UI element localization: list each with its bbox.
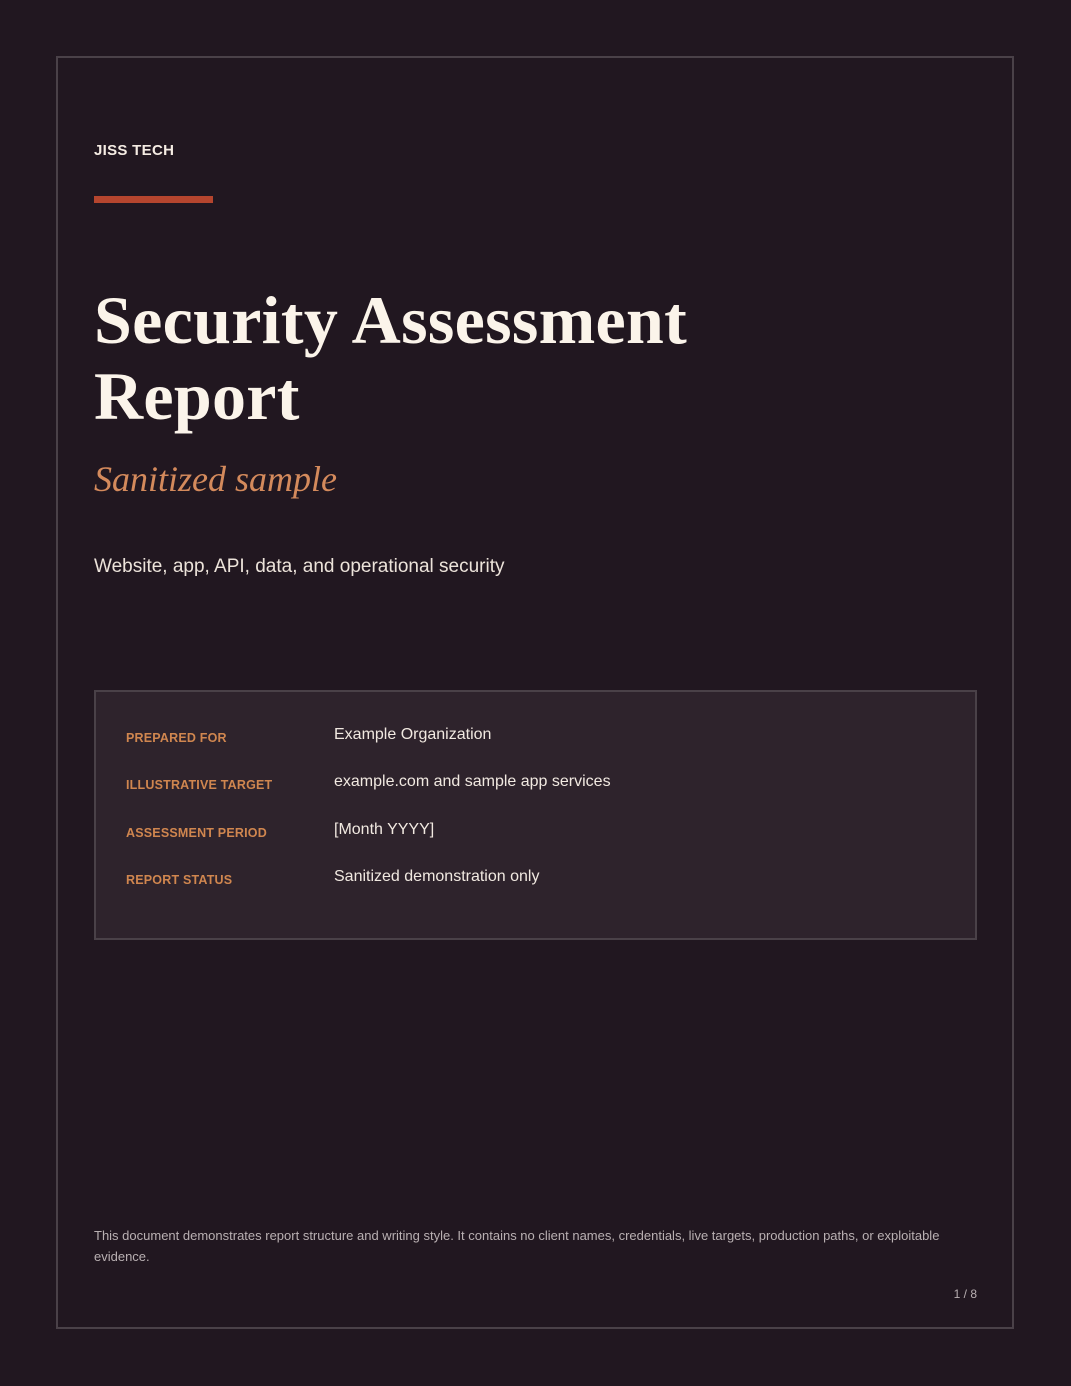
details-value: Sanitized demonstration only — [334, 868, 540, 885]
disclaimer-text: This document demonstrates report structure and writing style. It contains no client names, credentials, live targets, production paths, or exploitable evidence. — [94, 1228, 940, 1264]
report-title — [94, 282, 894, 434]
page-number: 1 / 8 — [953, 1287, 977, 1301]
details-row-prepared-for — [126, 726, 946, 750]
report-title-line2: Report — [94, 358, 300, 434]
details-label: PREPARED FOR — [126, 731, 227, 745]
details-label: ASSESSMENT PERIOD — [126, 826, 267, 840]
details-row-illustrative-target — [126, 773, 946, 797]
details-row-assessment-period — [126, 821, 946, 845]
report-title-line1: Security Assessment — [94, 282, 688, 358]
accent-rule — [94, 196, 213, 203]
brand-name: JISS TECH — [94, 142, 175, 159]
details-value: Example Organization — [334, 726, 492, 743]
details-label: REPORT STATUS — [126, 873, 233, 887]
details-label: ILLUSTRATIVE TARGET — [126, 778, 273, 792]
report-subtitle: Sanitized sample — [94, 459, 337, 499]
report-details-panel — [94, 690, 977, 940]
details-value: example.com and sample app services — [334, 773, 611, 790]
details-row-report-status — [126, 868, 946, 892]
details-value: [Month YYYY] — [334, 821, 435, 838]
report-scope: Website, app, API, data, and operational security — [94, 556, 505, 577]
